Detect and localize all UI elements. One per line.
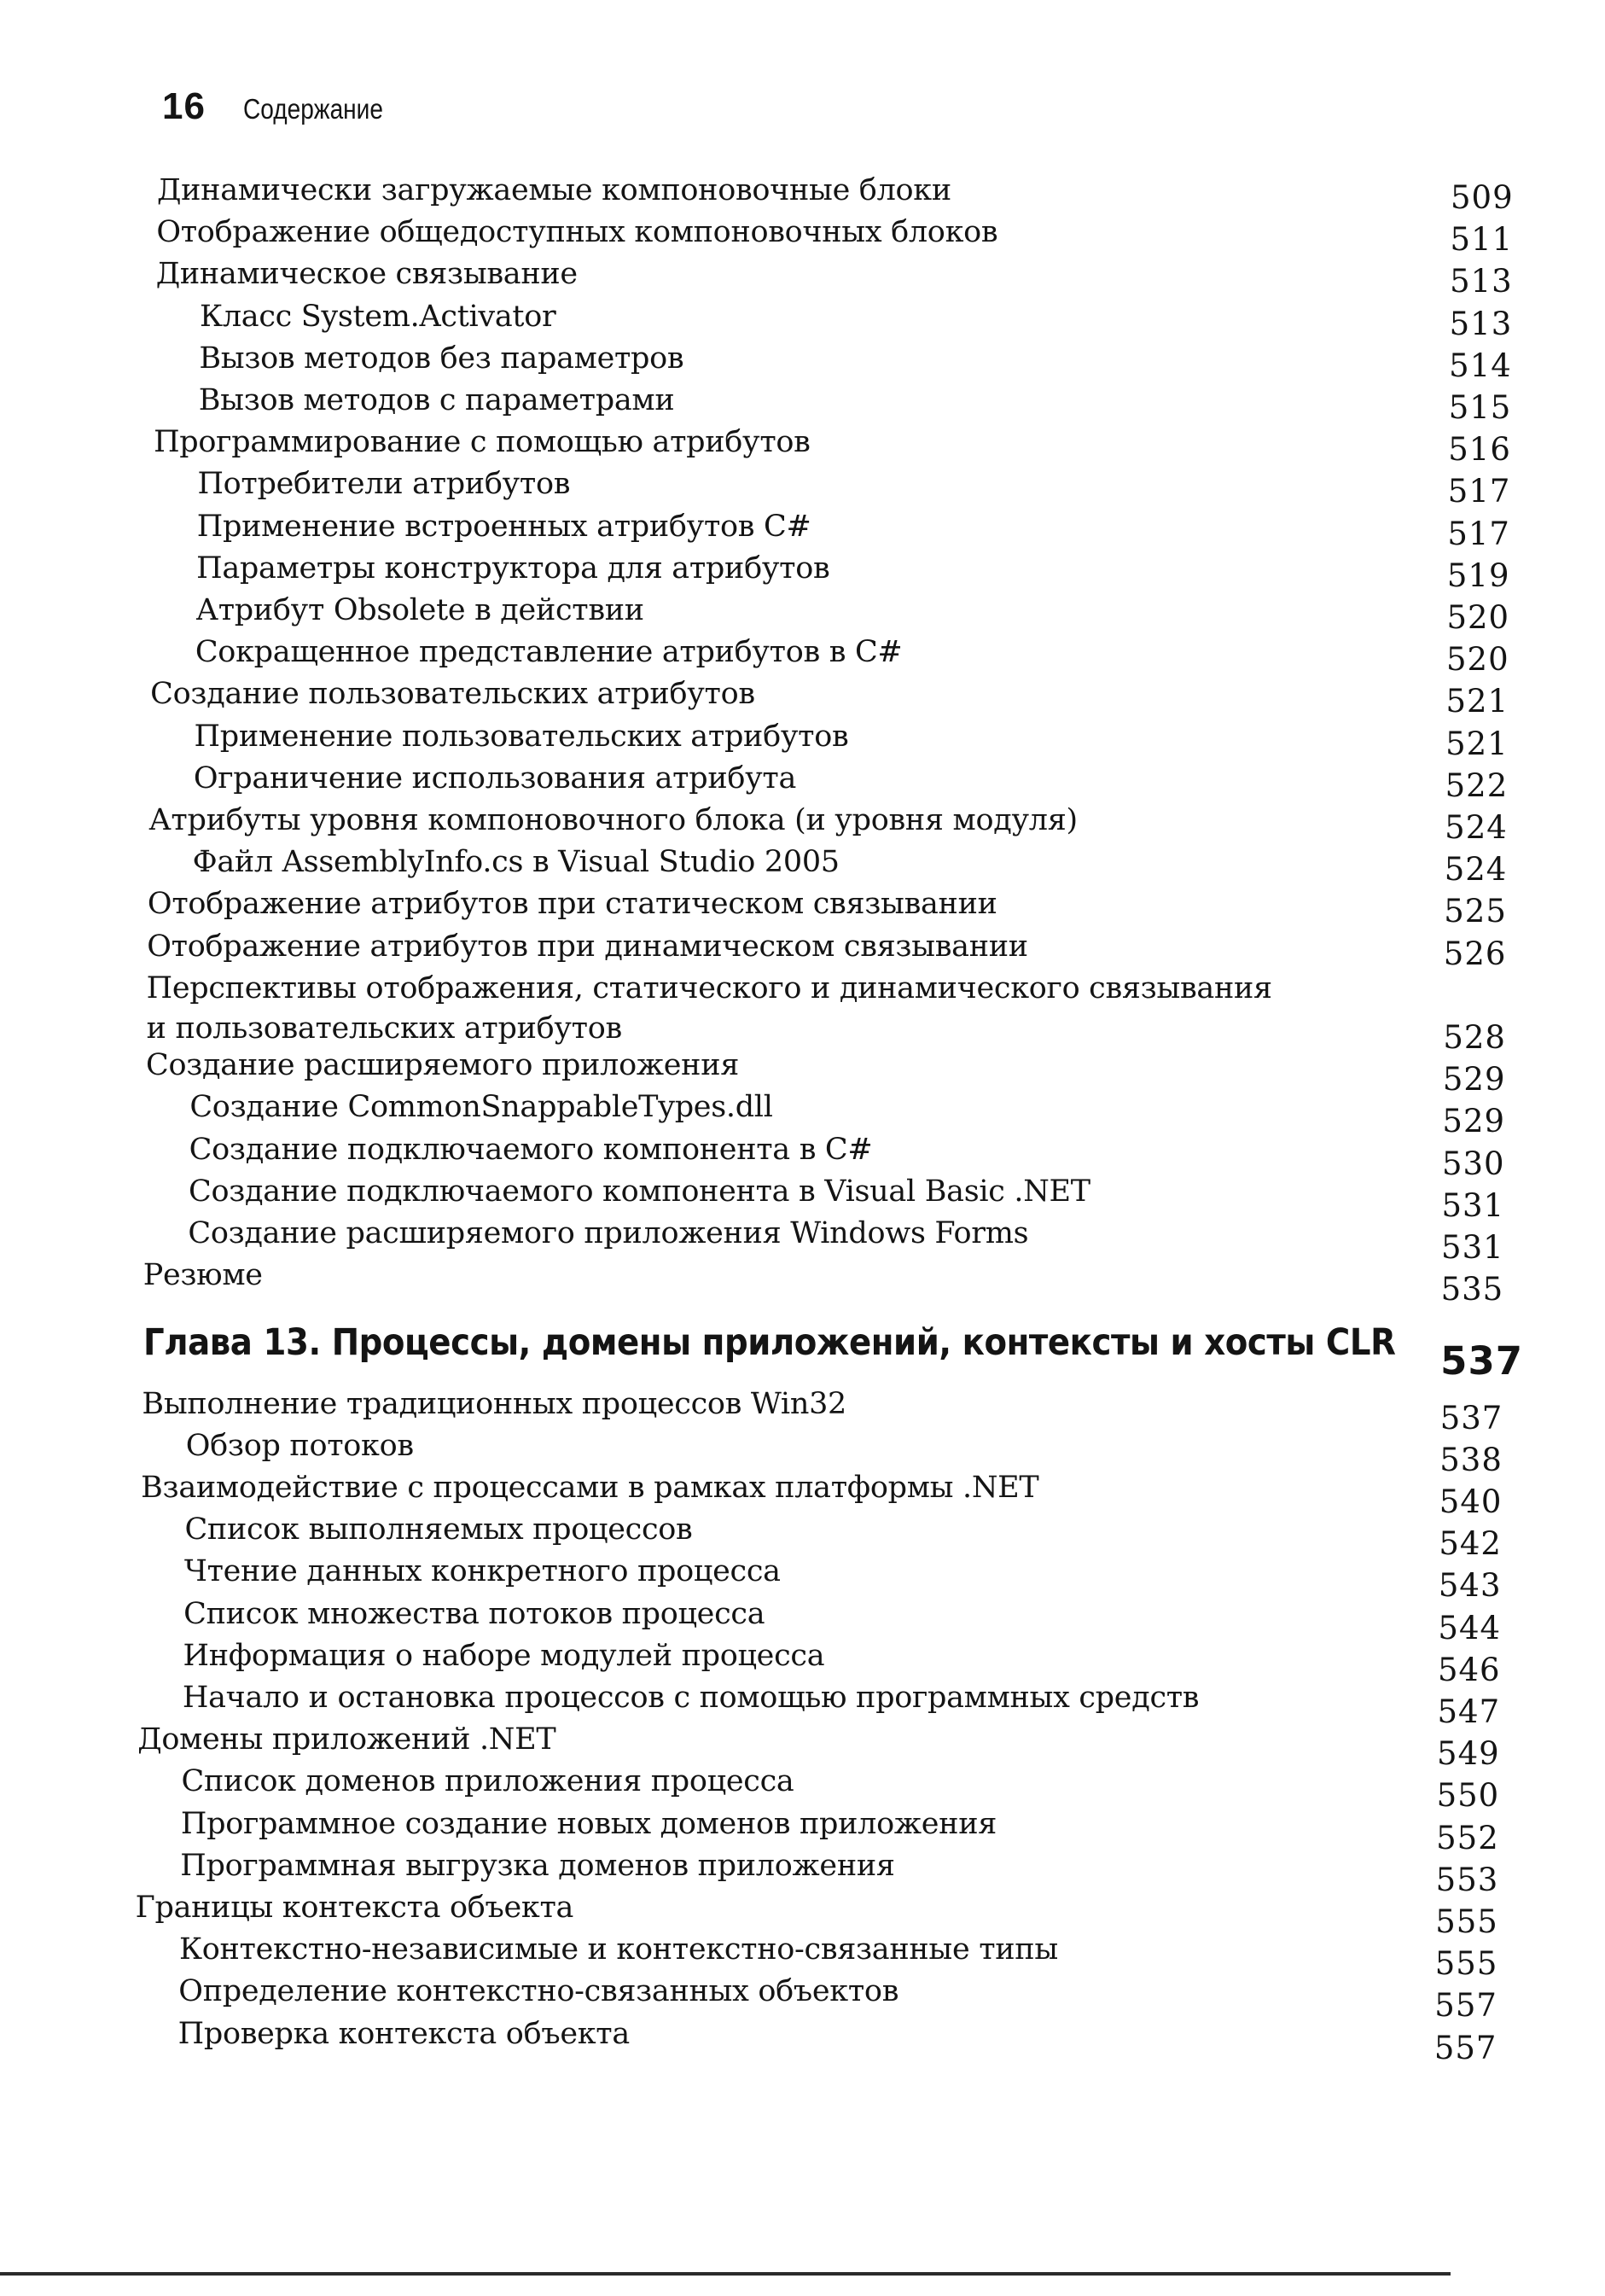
toc-entry-page: 525 [1444, 893, 1507, 930]
toc-entry-title-line: Перспективы отображения, статического и динамического связывания [146, 970, 1272, 1005]
toc-entry-title-line: Атрибут Obsolete в действии [195, 593, 644, 627]
toc-entry-page: 520 [1446, 599, 1510, 636]
toc-entry-title-line: Применение встроенных атрибутов C# [196, 509, 811, 544]
toc-entry-title-line: Взаимодействие с процессами в рамках платформы .NET [141, 1471, 1039, 1505]
toc-entry-page: 514 [1449, 347, 1512, 384]
toc-entry-page: 547 [1437, 1693, 1501, 1730]
toc-entry-page: 544 [1438, 1609, 1502, 1646]
toc-entry-page: 529 [1442, 1103, 1506, 1140]
toc-entry-title [178, 2016, 630, 2053]
toc-entry-title-line: Класс System.Activator [200, 299, 556, 334]
toc-entry-title [143, 1321, 1396, 1365]
toc-entry-title-line: Вызов методов без параметров [199, 341, 684, 376]
toc-entry-title-line: Программирование с помощью атрибутов [154, 425, 811, 460]
toc-entry-page: 509 [1451, 179, 1514, 216]
toc-entry-title-line: Отображение атрибутов при динамическом связывании [147, 929, 1028, 964]
toc-entry-title-line: Динамически загружаемые компоновочные блоки [157, 173, 951, 207]
toc-entry-page: 513 [1449, 305, 1513, 342]
toc-entry-page: 531 [1441, 1186, 1505, 1224]
toc-entry-title [189, 1174, 1090, 1210]
toc-entry-page: 513 [1450, 263, 1513, 300]
toc-entry-page: 546 [1437, 1651, 1501, 1688]
toc-entry-title-line: Файл AssemblyInfo.cs в Visual Studio 2005 [192, 845, 840, 880]
toc-entry-title [147, 970, 1272, 1047]
toc-entry-page: 520 [1445, 641, 1509, 679]
toc-entry-title [183, 1596, 765, 1633]
toc-entry-page: 521 [1445, 683, 1509, 720]
toc-entry-title-line: Создание пользовательских атрибутов [150, 677, 755, 712]
toc-entry-title [189, 1089, 772, 1126]
toc-entry-title [195, 634, 903, 671]
toc-entry-title [143, 1257, 263, 1294]
toc-entry-title [154, 424, 811, 461]
toc-entry-page: 511 [1450, 221, 1514, 259]
toc-entry-page: 553 [1435, 1861, 1499, 1898]
toc-entry-page: 555 [1435, 1903, 1498, 1940]
toc-entry-title-line: Контекстно-независимые и контекстно-связанные типы [178, 1932, 1058, 1967]
toc-entry-page: 542 [1439, 1525, 1502, 1563]
page-number: 16 [162, 85, 206, 127]
toc-entry-title-line: Создание подключаемого компонента в Visual Basic .NET [189, 1174, 1090, 1209]
toc-entry-title [142, 1386, 846, 1423]
toc-entry-page: 540 [1439, 1483, 1503, 1520]
toc-entry-title [199, 382, 675, 419]
toc-entry-title [199, 341, 683, 377]
toc-entry-title-line: Список выполняемых процессов [184, 1512, 693, 1547]
toc-entry-page: 555 [1434, 1945, 1498, 1983]
toc-entry-page: 522 [1445, 766, 1509, 804]
toc-entry-title [179, 1932, 1058, 1968]
toc-entry-page: 549 [1437, 1735, 1500, 1773]
toc-entry-title-line: Создание расширяемого приложения Windows Forms [188, 1216, 1029, 1250]
toc-entry-title [184, 1512, 692, 1548]
toc-entry-title [150, 676, 755, 713]
toc-entry-title-line: Выполнение традиционных процессов Win32 [142, 1386, 847, 1421]
bottom-rule [0, 2272, 1451, 2276]
toc-entry-page: 538 [1439, 1441, 1503, 1478]
toc-entry-title [136, 1890, 574, 1926]
toc-entry-title-line: Создание расширяемого приложения [145, 1048, 740, 1083]
toc-entry-title-line: Атрибуты уровня компоновочного блока (и уровня модуля) [148, 803, 1078, 837]
toc-entry-title [137, 1722, 555, 1758]
toc-entry-title-line: Глава 13. Процессы, домены приложений, контексты и хосты CLR [143, 1321, 1396, 1365]
toc-entry-page: 537 [1440, 1338, 1524, 1384]
toc-entry-page: 517 [1447, 515, 1510, 552]
toc-entry-title-line: Информация о наборе модулей процесса [183, 1638, 825, 1673]
toc-entry-title [148, 802, 1078, 839]
toc-entry-page: 524 [1444, 851, 1508, 889]
toc-entry-title [183, 1638, 825, 1675]
toc-entry-page: 516 [1448, 431, 1511, 469]
running-head [162, 85, 408, 145]
toc-entry-page: 521 [1445, 725, 1509, 762]
toc-entry-page: 552 [1436, 1819, 1499, 1856]
toc-entry-title-line: Отображение атрибутов при статическом связывании [147, 887, 997, 922]
toc-entry-title [193, 844, 840, 881]
toc-entry-title-line: Потребители атрибутов [197, 467, 571, 502]
toc-entry-title-line: Проверка контекста объекта [177, 2016, 630, 2051]
toc-entry-title-line: Список доменов приложения процесса [181, 1764, 794, 1799]
toc-entry-page: 528 [1443, 1019, 1506, 1056]
toc-entry-title [148, 886, 997, 923]
toc-entry-page: 537 [1439, 1399, 1503, 1436]
toc-entry-title [188, 1215, 1028, 1252]
toc-entry-title [186, 1428, 414, 1465]
toc-entry-title [146, 1047, 739, 1084]
toc-entry-page: 517 [1447, 473, 1511, 510]
toc-entry-page: 524 [1445, 809, 1508, 846]
toc-entry-title [200, 299, 555, 335]
toc-entry-title-line: Сокращенное представление атрибутов в C# [195, 635, 903, 670]
toc-entry-title [183, 1680, 1199, 1716]
toc-entry-page: 557 [1434, 1987, 1497, 2025]
toc-entry-page: 519 [1446, 557, 1510, 594]
toc-entry-page: 543 [1438, 1567, 1502, 1605]
section-title: Содержание [242, 93, 383, 125]
toc-entry-title-line: Список множества потоков процесса [183, 1596, 765, 1631]
toc-entry-page: 557 [1433, 2029, 1497, 2066]
toc-entry-title-line: Отображение общедоступных компоновочных блоков [156, 215, 998, 250]
toc-entry-page: 550 [1436, 1777, 1500, 1815]
toc-entry-title-line: Создание подключаемого компонента в C# [189, 1132, 873, 1167]
toc-entry-page: 526 [1443, 935, 1507, 972]
toc-entry-title-line: Создание CommonSnappableTypes.dll [189, 1090, 773, 1125]
toc-entry-title-line: Начало и остановка процессов с помощью программных средств [182, 1681, 1200, 1715]
toc-entry-title-line: Ограничение использования атрибута [193, 760, 797, 795]
toc-entry-title-line: Резюме [142, 1258, 263, 1293]
toc-entry-page: 531 [1441, 1229, 1504, 1266]
toc-entry-title [147, 929, 1028, 965]
toc-entry-title [195, 592, 643, 629]
toc-entry-title [141, 1470, 1038, 1506]
toc-entry-title [189, 1132, 873, 1168]
toc-entry-page: 515 [1448, 389, 1512, 426]
toc-entry-page: 530 [1441, 1145, 1505, 1182]
toc-entry-title [156, 214, 997, 251]
toc-entry-title-line: Вызов методов с параметрами [198, 383, 675, 417]
toc-entry-title [194, 760, 796, 797]
toc-entry-title [197, 509, 811, 545]
toc-entry-page: 529 [1442, 1061, 1506, 1098]
toc-entry-title [178, 1973, 898, 2010]
toc-entry-title [156, 256, 578, 293]
toc-entry-title-line: Программное создание новых доменов приложения [180, 1806, 997, 1841]
toc-entry-title [196, 551, 829, 587]
toc-entry-title-line: Обзор потоков [185, 1428, 414, 1463]
toc-entry-title-line: Домены приложений .NET [137, 1722, 556, 1757]
toc-entry-title [197, 466, 570, 503]
toc-entry-title [184, 1553, 781, 1590]
toc-entry-title-line: Чтение данных конкретного процесса [183, 1554, 781, 1589]
toc-entry-title [195, 719, 849, 755]
toc-entry-title [180, 1848, 894, 1885]
toc-entry-title-line: Границы контекста объекта [135, 1891, 574, 1925]
toc-entry-title-line: Программная выгрузка доменов приложения [180, 1848, 895, 1883]
toc-entry-title-line-2: и пользовательских атрибутов [146, 1011, 622, 1046]
toc-entry-title-line: Определение контекстно-связанных объектов [178, 1974, 899, 2009]
toc-entry-title [181, 1806, 997, 1843]
toc-entry-title-line: Динамическое связывание [155, 257, 578, 292]
toc-entry-title [182, 1763, 794, 1800]
toc-entry-title-line: Применение пользовательских атрибутов [194, 719, 849, 754]
toc-entry-page: 535 [1440, 1271, 1504, 1308]
toc-entry-title [157, 172, 951, 209]
toc-entry-title-line: Параметры конструктора для атрибутов [196, 551, 830, 586]
